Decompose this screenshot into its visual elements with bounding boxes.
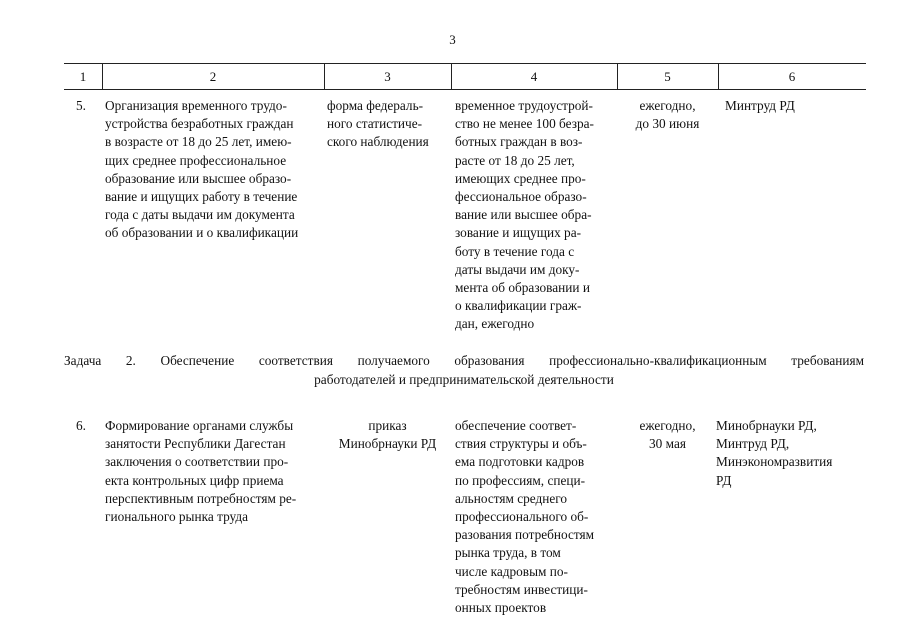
result-line: расте от 18 до 25 лет,	[455, 152, 575, 168]
event-line: екта контрольных цифр приема	[105, 472, 284, 488]
result-line: временное трудоустрой-	[455, 98, 593, 113]
result-line: обеспечение соответ-	[455, 418, 577, 433]
event-line: образование или высшее образо-	[105, 170, 292, 186]
result-line: онных проектов	[455, 600, 547, 616]
event-line: вание и ищущих работу в течение	[105, 189, 298, 205]
result-line: ботных граждан в воз-	[455, 134, 583, 150]
row-result	[455, 97, 594, 334]
row-deadline	[617, 97, 718, 133]
form-line: форма федераль-	[327, 98, 424, 113]
result-line: ство не менее 100 безра-	[455, 116, 594, 132]
result-line: дан, ежегодно	[455, 316, 535, 332]
form-line: ного статистиче-	[327, 116, 423, 132]
result-line: мента об образовании и	[455, 280, 590, 296]
form-line: ского наблюдения	[327, 134, 429, 150]
row-result	[455, 417, 594, 617]
form-line: Минобрнауки РД	[338, 436, 437, 452]
row-deadline	[617, 417, 718, 453]
row-executors	[716, 417, 832, 490]
task-heading-line-2: работодателей и предпринимательской деятельности	[314, 371, 614, 387]
column-header-6: 6	[788, 69, 796, 84]
row-number: 6.	[76, 418, 86, 433]
result-line: зование и ищущих ра-	[455, 225, 582, 241]
column-header-4: 4	[530, 69, 538, 84]
event-line: щих среднее профессиональное	[105, 152, 287, 168]
event-line: перспективным потребностям ре-	[105, 490, 297, 506]
row-executors	[725, 97, 795, 115]
task-heading-line-1: Задача 2. Обеспечение соответствия получаемого образования профессионально-квалификационным требованиям	[64, 353, 864, 368]
column-header-3: 3	[384, 69, 391, 84]
event-line: в возрасте от 18 до 25 лет, имею-	[105, 134, 292, 150]
result-line: ема подготовки кадров	[455, 454, 585, 470]
executor-line: Минобрнауки РД,	[716, 418, 817, 433]
event-line: Формирование органами службы	[105, 418, 294, 433]
deadline-line: ежегодно,	[639, 98, 696, 113]
result-line: разования потребностям	[455, 527, 595, 543]
event-line: гионального рынка труда	[105, 509, 249, 525]
result-line: числе кадровым по-	[455, 563, 568, 579]
result-line: о квалификации граж-	[455, 298, 582, 314]
result-line: боту в течение года с	[455, 243, 575, 259]
row-form	[327, 97, 429, 152]
result-line: вание или высшее обра-	[455, 207, 592, 223]
event-line: Организация временного трудо-	[105, 98, 287, 113]
executor-line: РД	[716, 472, 732, 488]
column-header-1: 1	[79, 69, 87, 84]
executor-line: Минтруд РД	[725, 98, 795, 113]
column-header-2: 2	[209, 69, 217, 84]
row-number: 5.	[76, 98, 86, 113]
page-number: 3	[449, 32, 456, 47]
executor-line: Минэкономразвития	[716, 454, 833, 470]
row-event	[105, 97, 298, 243]
task-heading	[64, 352, 864, 389]
deadline-line: ежегодно,	[639, 418, 696, 433]
form-line: приказ	[368, 418, 407, 433]
deadline-line: 30 мая	[649, 436, 686, 452]
result-line: даты выдачи им доку-	[455, 261, 580, 277]
column-header-5: 5	[664, 69, 671, 84]
result-line: имеющих среднее про-	[455, 170, 586, 186]
result-line: требностям инвестици-	[455, 581, 588, 597]
result-line: по профессиям, специ-	[455, 472, 586, 488]
table-header-top-border	[64, 63, 866, 64]
result-line: альностям среднего	[455, 490, 568, 506]
deadline-line: до 30 июня	[635, 116, 700, 132]
event-line: года с даты выдачи им документа	[105, 207, 295, 223]
event-line: устройства безработных граждан	[105, 116, 294, 132]
result-line: рынка труда, в том	[455, 545, 561, 561]
event-line: об образовании и о квалификации	[105, 225, 299, 241]
event-line: заключения о соответствии про-	[105, 454, 289, 470]
event-line: занятости Республики Дагестан	[105, 436, 286, 452]
row-event	[105, 417, 296, 526]
result-line: профессионального об-	[455, 509, 589, 525]
table-header-bottom-border	[64, 89, 866, 90]
row-form	[324, 417, 451, 453]
executor-line: Минтруд РД,	[716, 436, 790, 452]
result-line: фессиональное образо-	[455, 189, 587, 205]
result-line: ствия структуры и объ-	[455, 436, 587, 452]
